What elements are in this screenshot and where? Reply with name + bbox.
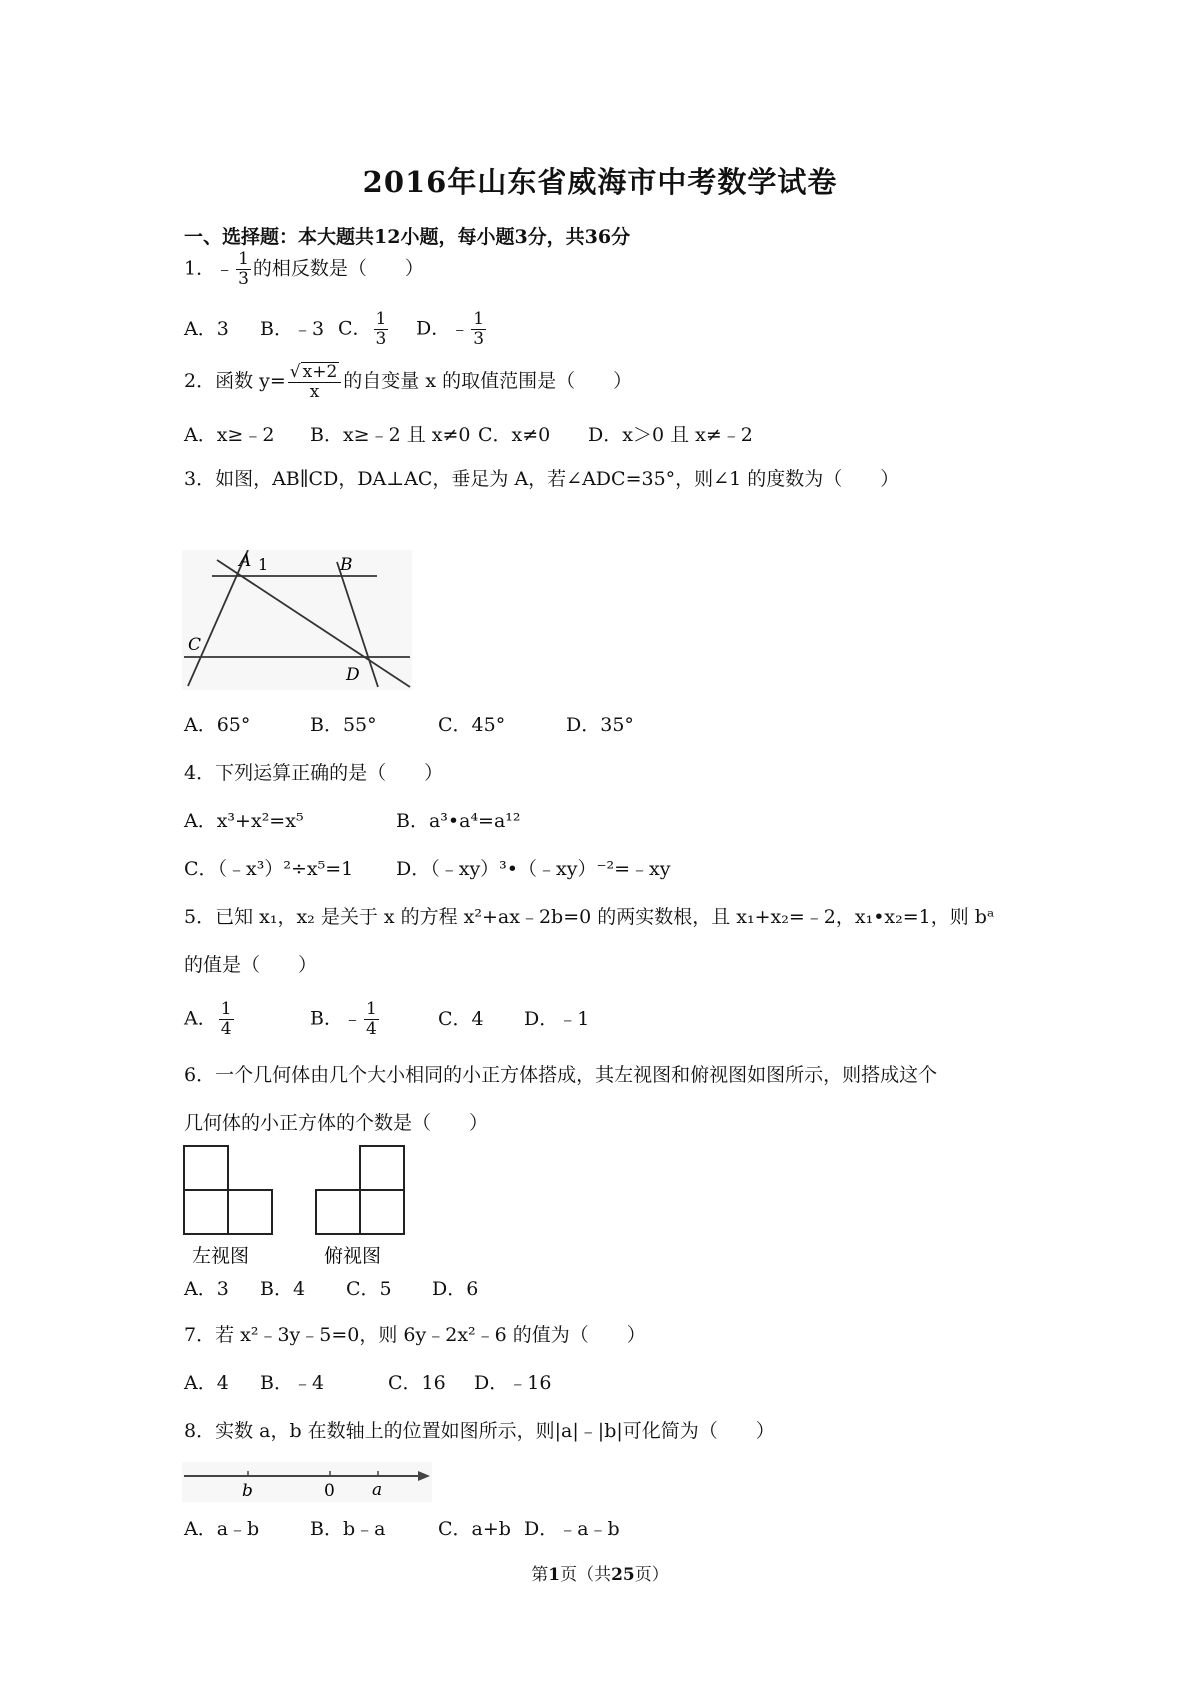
q7-option-c: C．16 <box>388 1372 446 1394</box>
q2-option-d: D．x＞0 且 x≠﹣2 <box>588 424 753 446</box>
q2-fraction: $\frac{√ x+2}{x}$ <box>288 362 342 402</box>
label-b: B <box>340 555 353 575</box>
q1-suffix: 的相反数是（ ） <box>252 257 424 280</box>
question-6-line2: 几何体的小正方体的个数是（ ） <box>184 1112 489 1134</box>
q1-option-c: C． $\frac{1}{3}$ <box>338 309 387 349</box>
question-3: 3．如图，AB∥CD，DA⊥AC，垂足为 A，若∠ADC=35°，则∠1 的度数为（ ） <box>184 468 900 490</box>
q6-option-b: B．4 <box>260 1278 306 1300</box>
q8-options <box>184 1514 620 1541</box>
q4-option-a: A．x³+x²=x⁵ <box>184 810 304 832</box>
q6-views-figure <box>182 1143 422 1268</box>
footer-post: 页） <box>634 1565 669 1585</box>
q5-option-a: A． $\frac{1}{4}$ <box>184 999 232 1039</box>
q6-option-c: C．5 <box>346 1278 392 1300</box>
q2-sqrt: x+2 <box>302 362 338 382</box>
q1-options <box>184 310 488 349</box>
footer-pre: 第 <box>531 1565 549 1585</box>
q3-geometry-figure <box>182 550 412 690</box>
q7-options <box>184 1368 551 1395</box>
q2-option-c: C．x≠0 <box>478 424 551 446</box>
question-2 <box>184 362 632 402</box>
left-view-drawing <box>184 1146 272 1234</box>
q2-option-a: A．x≥﹣2 <box>184 424 275 446</box>
q4-options-ab <box>184 806 521 833</box>
q2-suffix: 的自变量 x 的取值范围是（ ） <box>343 370 633 392</box>
q7-option-a: A．4 <box>184 1372 229 1394</box>
q8-number-line <box>182 1462 432 1502</box>
label-a: A <box>239 551 252 571</box>
q8-option-d: D．﹣a﹣b <box>524 1518 620 1540</box>
q1-option-d: D．﹣ $\frac{1}{3}$ <box>416 309 485 349</box>
q2-option-b: B．x≥﹣2 且 x≠0 <box>310 424 471 446</box>
q5-options <box>184 1000 589 1039</box>
q8-option-c: C．a+b <box>438 1518 511 1540</box>
q6-option-d: D．6 <box>432 1278 479 1300</box>
footer-page-number: 1 <box>548 1565 561 1585</box>
q1-frac-num: 1 <box>238 249 249 269</box>
q5-option-c: C．4 <box>438 1007 484 1030</box>
label-c: C <box>188 635 202 655</box>
top-view-label: 俯视图 <box>324 1245 382 1267</box>
q5-option-d: D．﹣1 <box>524 1007 590 1030</box>
label-d: D <box>346 665 360 685</box>
label-zero: 0 <box>324 1481 335 1501</box>
q2-prefix: 2．函数 y= <box>184 370 286 392</box>
q6-option-a: A．3 <box>184 1278 229 1300</box>
q2-options <box>184 420 753 447</box>
q4-option-c: C．（﹣x³）²÷x⁵=1 <box>184 858 354 880</box>
page-footer <box>0 1560 1200 1585</box>
question-6-line1: 6．一个几何体由几个大小相同的小正方体搭成，其左视图和俯视图如图所示，则搭成这个 <box>184 1064 938 1086</box>
question-5-line2: 的值是（ ） <box>184 954 318 976</box>
q3-option-a: A．65° <box>184 714 251 736</box>
q1-frac-den: 3 <box>238 269 249 289</box>
top-view-drawing <box>316 1146 404 1234</box>
q8-option-a: A．a﹣b <box>184 1518 260 1540</box>
footer-total-pages: 25 <box>611 1565 635 1585</box>
q4-options-cd <box>184 854 670 881</box>
q4-option-b: B．a³•a⁴=a¹² <box>396 810 521 832</box>
question-7: 7．若 x²﹣3y﹣5=0，则 6y﹣2x²﹣6 的值为（ ） <box>184 1324 646 1346</box>
question-8: 8．实数 a，b 在数轴上的位置如图所示，则|a|﹣|b|可化简为（ ） <box>184 1420 775 1442</box>
label-angle-1: 1 <box>258 555 269 574</box>
q2-frac-den: x <box>309 382 320 402</box>
question-5-line1: 5．已知 x₁，x₂ 是关于 x 的方程 x²+ax﹣2b=0 的两实数根，且 x₁+x₂=﹣2，x₁•x₂=1，则 bᵃ <box>184 906 995 928</box>
q6-options <box>184 1274 478 1301</box>
left-view-label: 左视图 <box>192 1245 250 1267</box>
section-heading: 一、选择题：本大题共12小题，每小题3分，共36分 <box>184 226 631 248</box>
q8-option-b: B．b﹣a <box>310 1518 386 1540</box>
question-4: 4．下列运算正确的是（ ） <box>184 762 444 784</box>
q1-fraction <box>236 250 251 289</box>
label-b: b <box>242 1481 253 1501</box>
q5-option-b: B．﹣ $\frac{1}{4}$ <box>310 999 377 1039</box>
q3-option-b: B．55° <box>310 714 377 736</box>
q1-option-a: A．3 <box>184 317 229 340</box>
q1-option-b: B．﹣3 <box>260 317 325 340</box>
q1-prefix: 1．﹣ <box>184 257 235 280</box>
page-title: 2016年山东省威海市中考数学试卷 <box>362 165 838 199</box>
q3-option-d: D．35° <box>566 714 634 736</box>
label-a: a <box>372 1480 383 1500</box>
question-1 <box>184 250 424 289</box>
footer-mid: 页（共 <box>560 1565 612 1585</box>
q3-option-c: C．45° <box>438 714 506 736</box>
q7-option-d: D．﹣16 <box>474 1372 552 1394</box>
q3-options <box>184 710 634 737</box>
q8-figure-background <box>182 1462 432 1502</box>
q7-option-b: B．﹣4 <box>260 1372 325 1394</box>
q4-option-d: D．（﹣xy）³•（﹣xy）⁻²=﹣xy <box>396 858 671 880</box>
